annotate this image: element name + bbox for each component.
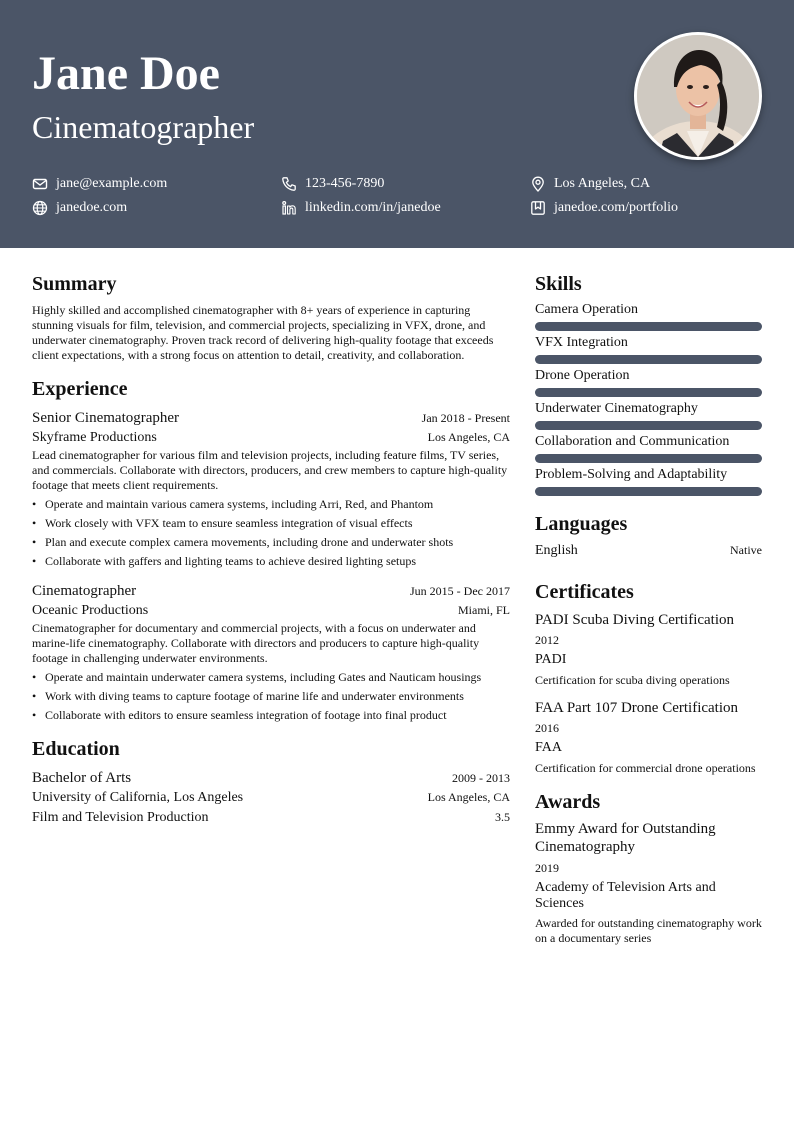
certificate-item (535, 698, 762, 778)
education-gpa: 3.5 (495, 810, 510, 824)
award-item (535, 820, 762, 946)
candidate-name: Jane Doe (32, 47, 220, 100)
job-dates: Jun 2015 - Dec 2017 (410, 584, 510, 598)
skill-name: Underwater Cinematography (535, 401, 698, 416)
contact-phone[interactable] (281, 175, 384, 193)
skill-item (535, 367, 762, 397)
summary-heading: Summary (32, 273, 117, 295)
contact-portfolio[interactable] (530, 199, 678, 217)
job-description: Lead cinematographer for various film and television projects, including feature films, TV series, and commercials. Collaborate with directors, producers, and crew members to capture high-quality footage that meets client requirements. (32, 448, 508, 492)
contact-linkedin-text: linkedin.com/in/janedoe (305, 200, 441, 215)
skill-name: Collaboration and Communication (535, 434, 730, 449)
job-bullet: • Plan and execute complex camera movements, including drone and underwater shots (32, 535, 454, 549)
skill-bar (535, 454, 762, 463)
education-heading: Education (32, 738, 120, 760)
job-company: Oceanic Productions (32, 603, 149, 618)
job-company: Skyframe Productions (32, 430, 157, 445)
contact-location-text: Los Angeles, CA (554, 176, 651, 191)
skill-name: VFX Integration (535, 335, 628, 350)
skill-bar (535, 388, 762, 397)
skill-bar (535, 421, 762, 430)
job-bullet: • Operate and maintain various camera systems, including Arri, Red, and Phantom (32, 497, 434, 511)
skill-name: Camera Operation (535, 302, 639, 317)
job-bullets (32, 497, 510, 569)
award-year: 2019 (535, 861, 559, 875)
contact-portfolio-text: janedoe.com/portfolio (554, 200, 679, 215)
education-field: Film and Television Production (32, 810, 209, 825)
skill-item (535, 400, 762, 430)
award-description: Awarded for outstanding cinematography work on a documentary series (535, 916, 762, 945)
certificates-heading: Certificates (535, 581, 634, 603)
certificate-year: 2012 (535, 633, 559, 647)
skill-name: Problem-Solving and Adaptability (535, 467, 728, 482)
contact-website-text: janedoe.com (56, 200, 128, 215)
languages-section (535, 512, 762, 560)
skill-item (535, 334, 762, 364)
certificates-section (535, 580, 762, 778)
skill-item (535, 433, 762, 463)
job-bullet: • Operate and maintain underwater camera systems, including Gates and Nauticam housings (32, 670, 482, 684)
globe-icon (32, 200, 48, 216)
profile-photo (634, 32, 762, 160)
experience-heading: Experience (32, 378, 128, 400)
contact-website[interactable] (32, 199, 127, 217)
skill-bar (535, 355, 762, 364)
education-school: University of California, Los Angeles (32, 790, 244, 805)
language-name: English (535, 543, 578, 558)
education-section (32, 737, 510, 828)
skills-heading: Skills (535, 273, 582, 295)
certificate-name: PADI Scuba Diving Certification (535, 612, 735, 628)
summary-text: Highly skilled and accomplished cinematographer with 8+ years of experience in capturing stunning visuals for film, television, and commercial projects, specializing in VFX, drone, and underwater cinematography. Proven track record of delivering high-quality footage that exceeds client expectations, with a strong focus on attention to detail, creativity, and collaboration. (32, 303, 494, 362)
contact-email[interactable] (32, 175, 167, 193)
language-level: Native (730, 543, 762, 557)
job-location: Los Angeles, CA (427, 430, 510, 444)
summary-section (32, 272, 510, 363)
certificate-issuer: PADI (535, 652, 567, 667)
job-bullets (32, 670, 510, 723)
skill-name: Drone Operation (535, 368, 630, 383)
awards-section (535, 790, 762, 946)
award-issuer: Academy of Television Arts and Sciences (535, 880, 716, 911)
contact-linkedin[interactable] (281, 199, 441, 217)
certificate-issuer: FAA (535, 740, 562, 755)
linkedin-icon (281, 200, 297, 216)
mail-icon (32, 176, 48, 192)
education-degree: Bachelor of Arts (32, 770, 132, 786)
main-column (32, 272, 510, 828)
candidate-title: Cinematographer (32, 109, 255, 145)
award-name: Emmy Award for Outstanding Cinematography (535, 821, 716, 855)
experience-section (32, 377, 510, 723)
languages-heading: Languages (535, 513, 628, 535)
education-location: Los Angeles, CA (427, 790, 510, 804)
skill-item (535, 466, 762, 496)
job-entry (32, 408, 510, 569)
awards-heading: Awards (535, 791, 601, 813)
job-dates: Jan 2018 - Present (421, 411, 510, 425)
skills-section (535, 272, 762, 496)
education-dates: 2009 - 2013 (452, 771, 510, 785)
skill-bar (535, 487, 762, 496)
skill-bar (535, 322, 762, 331)
resume-header (0, 0, 794, 248)
skills-list (535, 301, 762, 496)
contact-email-text: jane@example.com (56, 176, 168, 191)
job-bullet: • Collaborate with editors to ensure seamless integration of footage into final product (32, 708, 447, 722)
contact-location (530, 175, 650, 193)
job-bullet: • Work closely with VFX team to ensure seamless integration of visual effects (32, 516, 413, 530)
certificate-description: Certification for commercial drone operations (535, 761, 756, 775)
contact-phone-text: 123-456-7890 (305, 176, 385, 191)
certificate-item (535, 610, 762, 690)
job-role: Cinematographer (32, 583, 137, 599)
certificate-year: 2016 (535, 721, 559, 735)
job-entry (32, 581, 510, 723)
job-location: Miami, FL (457, 603, 510, 617)
job-description: Cinematographer for documentary and commercial projects, with a focus on underwater and marine-life cinematography. Collaborate with directors and producers to capture high-quality footage in challenging underwater environments. (32, 621, 480, 665)
job-bullet: • Collaborate with gaffers and lighting teams to achieve desired lighting setups (32, 554, 417, 568)
certificate-name: FAA Part 107 Drone Certification (535, 700, 739, 716)
location-pin-icon (530, 176, 546, 192)
skill-item (535, 301, 762, 331)
sidebar-column (535, 272, 762, 946)
certificate-description: Certification for scuba diving operations (535, 673, 730, 687)
portfolio-icon (530, 200, 546, 216)
job-bullet: • Work with diving teams to capture footage of marine life and underwater environments (32, 689, 464, 703)
job-role: Senior Cinematographer (32, 410, 180, 426)
phone-icon (281, 176, 297, 192)
